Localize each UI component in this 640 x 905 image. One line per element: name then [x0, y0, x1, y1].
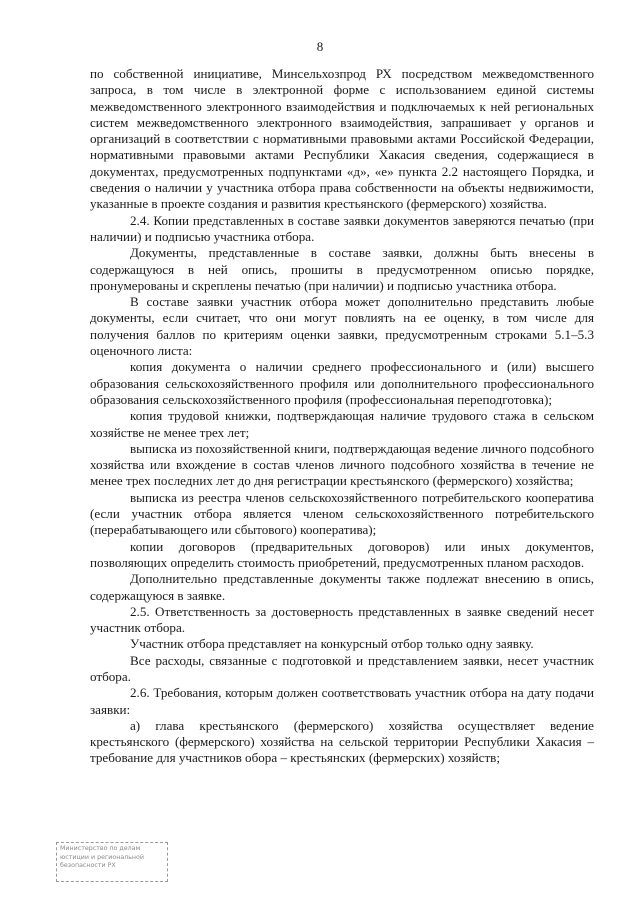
- stamp-line: безопасности РХ: [60, 862, 116, 869]
- paragraph: а) глава крестьянского (фермерского) хозяйства осуществляет ведение крестьянского (фермерского) хозяйства на сельской территории Республики Хакасия – требование для участников обора – крестьянских (фермерских) хозяйств;: [90, 717, 594, 766]
- stamp-line: Министерство по делам: [60, 845, 141, 852]
- paragraph: 2.5. Ответственность за достоверность представленных в заявке сведений несет участник отбора.: [90, 603, 594, 636]
- paragraph: Дополнительно представленные документы также подлежат внесению в опись, содержащуюся в заявке.: [90, 571, 594, 603]
- paragraph: Все расходы, связанные с подготовкой и представлением заявки, несет участник отбора.: [90, 652, 594, 684]
- page-number: 8: [316, 39, 324, 54]
- paragraph: В составе заявки участник отбора может дополнительно представить любые документы, если считает, что они могут повлиять на ее оценку, в том числе для получения баллов по критериям оценки заявки, предусмотренным строками 5.1–5.3 оценочного листа:: [90, 294, 594, 359]
- paragraph: Участник отбора представляет на конкурсный отбор только одну заявку.: [130, 636, 534, 652]
- stamp-line: юстиции и региональной: [60, 853, 144, 861]
- registration-stamp: [56, 842, 168, 882]
- paragraph: по собственной инициативе, Минсельхозпрод РХ посредством межведомственного запроса, в том числе в электронной форме с использованием единой системы межведомственного электронного взаимодействия и подключаемых к ней региональных систем межведомственного электронного взаимодействия, запрашивает у органов и организаций в соответствии с нормативными правовыми актами Российской Федерации, нормативными правовыми актами Республики Хакасия сведения, содержащиеся в документах, предусмотренных подпунктами «д», «е» пункта 2.2 настоящего Порядка, и сведения о наличии у участника отбора права собственности на объекты недвижимости, указанные в проекте создания и развития крестьянского (фермерского) хозяйства.: [90, 66, 594, 212]
- paragraph: выписка из похозяйственной книги, подтверждающая ведение личного подсобного хозяйства или вхождение в состав членов личного подсобного хозяйства в течение не менее трех последних лет до дня регистрации крестьянского (фермерского) хозяйства;: [90, 440, 594, 489]
- paragraph: копия трудовой книжки, подтверждающая наличие трудового стажа в сельском хозяйстве не менее трех лет;: [90, 408, 594, 440]
- document-body: [90, 66, 594, 767]
- paragraph: Документы, представленные в составе заявки, должны быть внесены в содержащуюся в ней опись, прошиты в предусмотренном описью порядке, пронумерованы и скреплены печатью (при наличии) и подписью участника отбора.: [90, 245, 594, 293]
- paragraph: копии договоров (предварительных договоров) или иных документов, позволяющих определить стоимость приобретений, предусмотренных планом расходов.: [90, 538, 594, 570]
- paragraph: 2.6. Требования, которым должен соответствовать участник отбора на дату подачи заявки:: [90, 685, 594, 717]
- paragraph: копия документа о наличии среднего профессионального и (или) высшего образования сельскохозяйственного профиля или дополнительного профессионального образования сельскохозяйственного профиля (профессиональная переподготовка);: [90, 359, 594, 407]
- paragraph: выписка из реестра членов сельскохозяйственного потребительского кооператива (если участник отбора является членом сельскохозяйственного потребительского (перерабатывающего или сбытового) кооператива);: [90, 489, 594, 538]
- paragraph: 2.4. Копии представленных в составе заявки документов заверяются печатью (при наличии) и подписью участника отбора.: [90, 212, 594, 244]
